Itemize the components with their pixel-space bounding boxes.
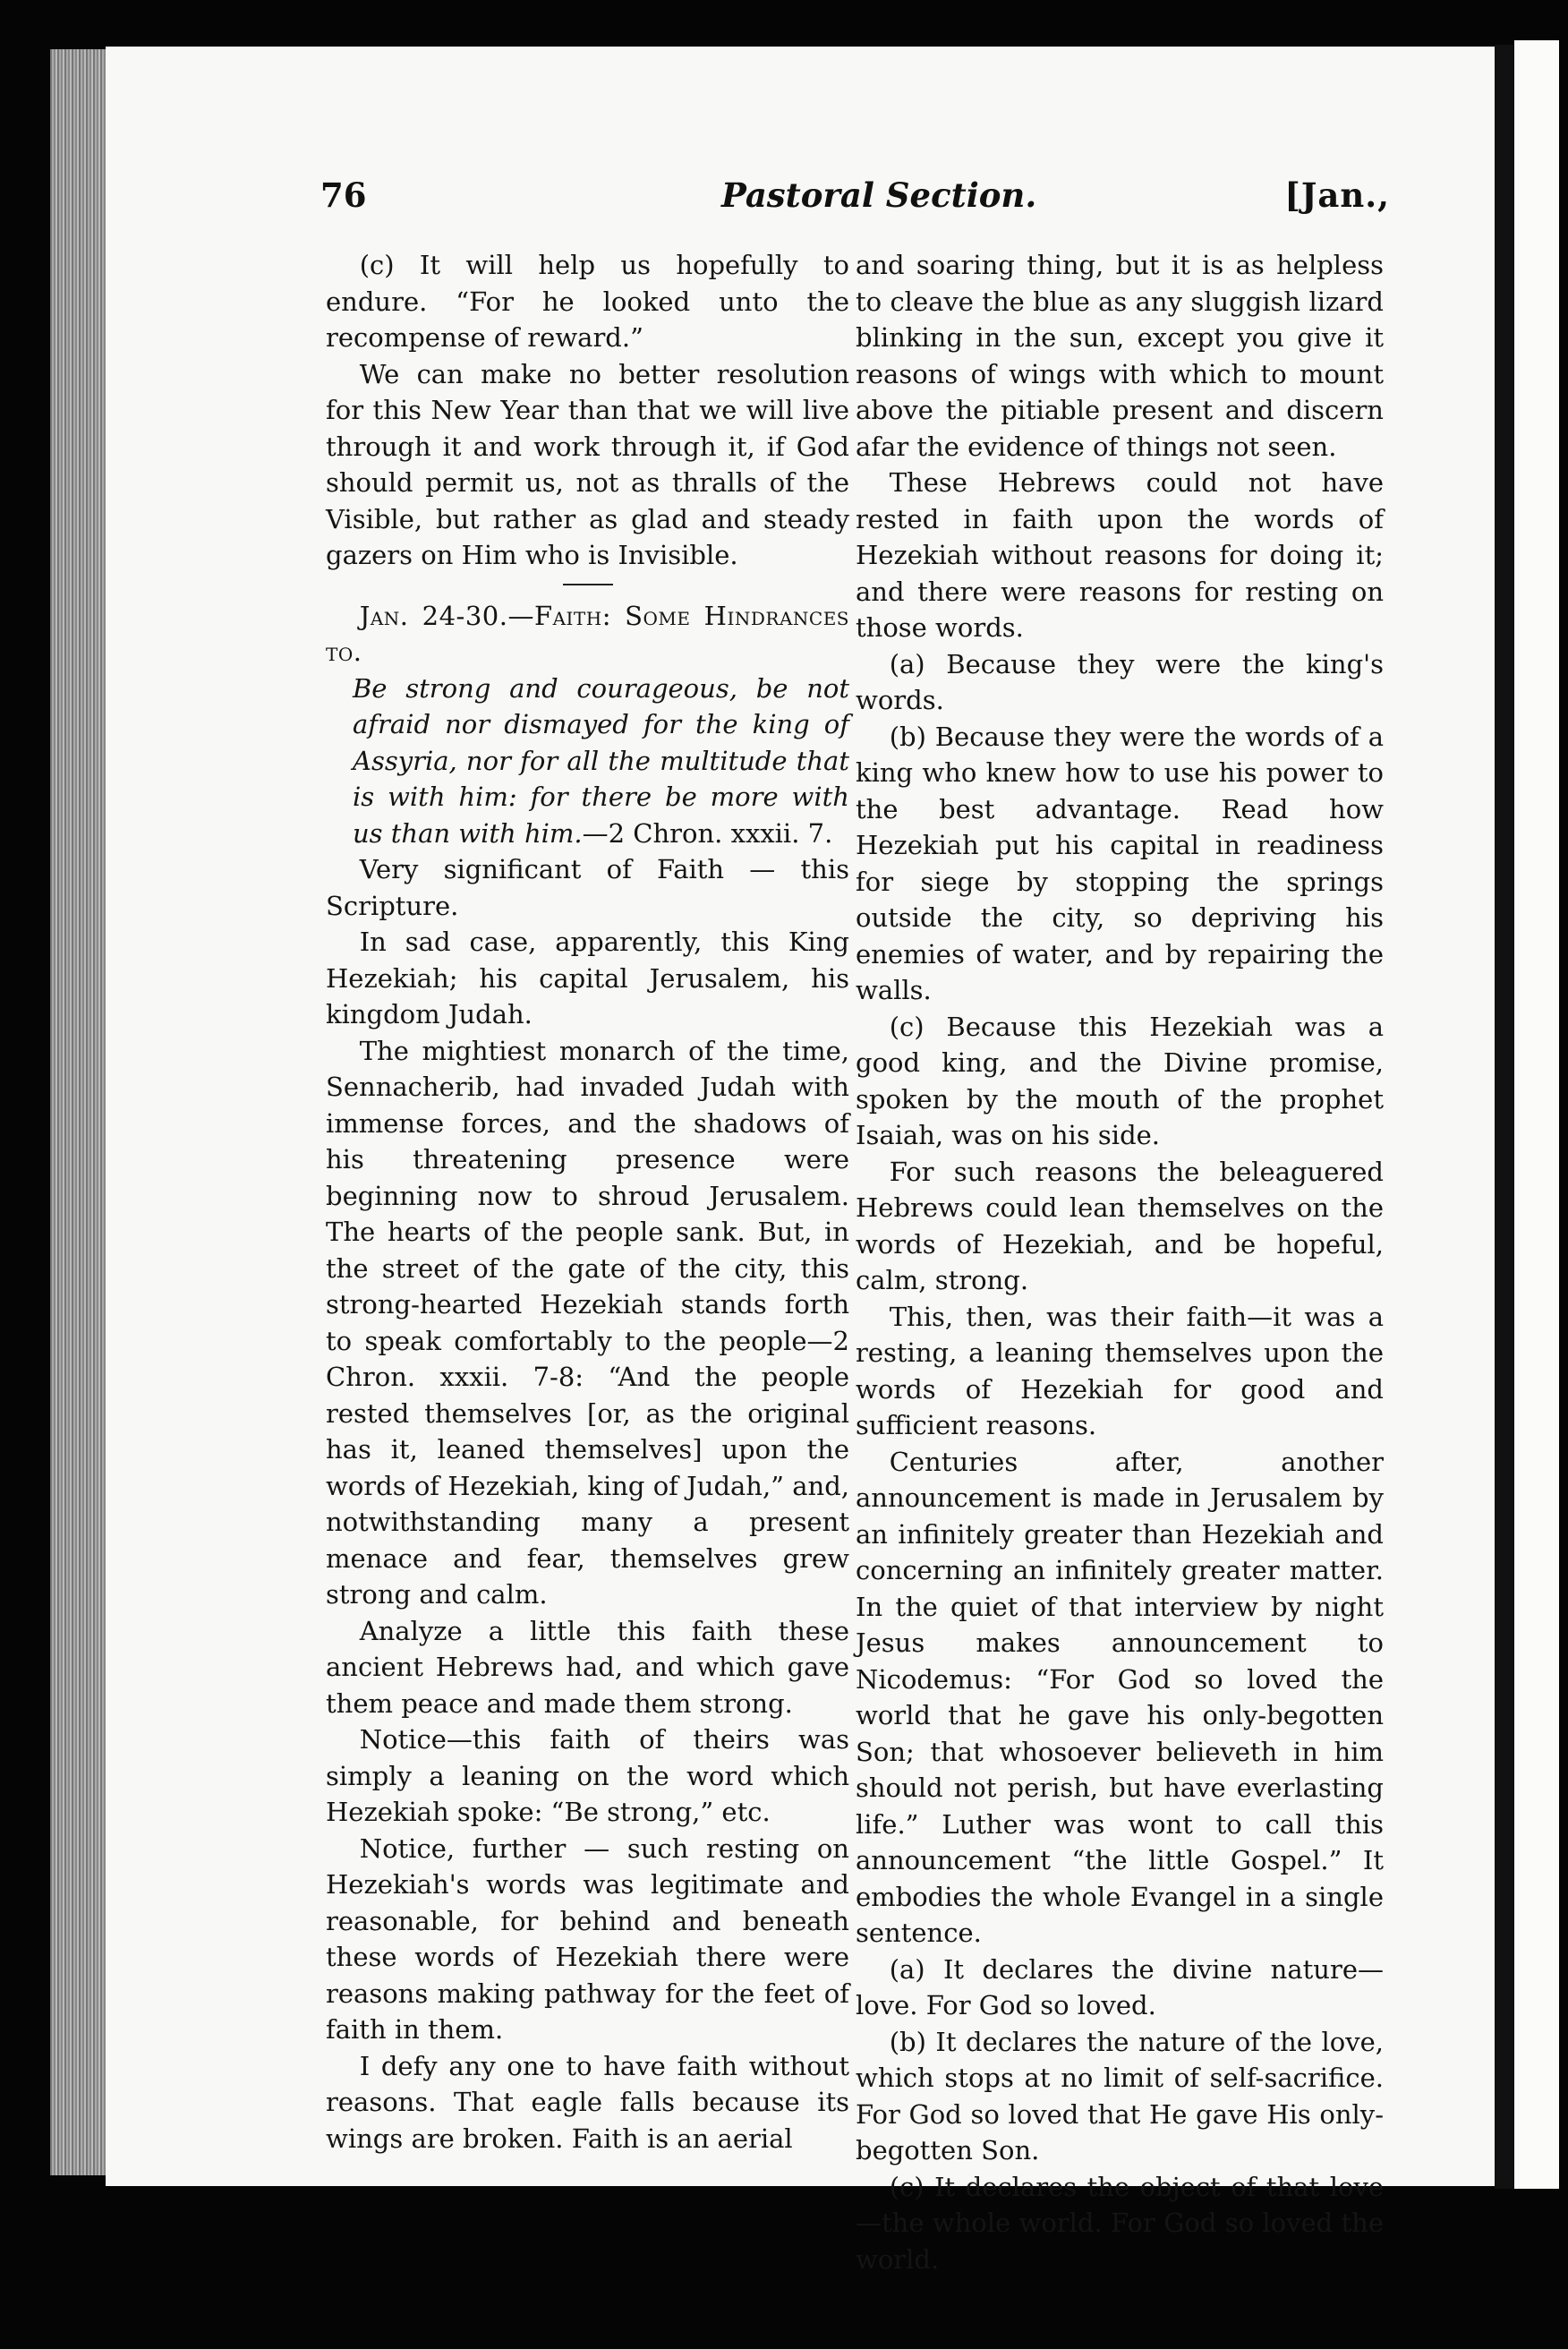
page-number: 76 bbox=[320, 175, 367, 215]
paragraph: (a) It declares the divine nature—love. For God so loved. bbox=[856, 1953, 1384, 2020]
paragraph: (b) Because they were the words of a king who knew how to use his power to the best advantage. Read how Hezekiah put his capital in readiness for siege by stopping the springs outside the city, so depriving his enemies of water, and by repairing the walls. bbox=[856, 721, 1384, 1005]
right-column bbox=[856, 247, 1384, 2277]
paragraph: Notice—this faith of theirs was simply a leaning on the word which Hezekiah spoke: “Be strong,” etc. bbox=[326, 1724, 849, 1827]
paragraph: Very significant of Faith — this Scripture. bbox=[326, 854, 849, 921]
running-month: [Jan., bbox=[1284, 175, 1390, 215]
running-header bbox=[320, 175, 1390, 220]
section-heading: Jan. 24-30.—Faith: Some Hindrances to. bbox=[326, 600, 849, 667]
paragraph: This, then, was their faith—it was a resting, a leaning themselves upon the words of Hezekiah for good and sufficient reasons. bbox=[856, 1301, 1384, 1440]
paragraph: and soaring thing, but it is as helpless to cleave the blue as any sluggish lizard blinking in the sun, except you give it reasons of wings with which to mount above the pitiable present and discern afar the evidence of things not seen. bbox=[856, 250, 1384, 462]
paragraph: These Hebrews could not have rested in faith upon the words of Hezekiah without reasons for doing it; and there were reasons for resting on those words. bbox=[856, 467, 1384, 643]
paragraph: (a) Because they were the king's words. bbox=[856, 648, 1384, 715]
facing-page-edge bbox=[1514, 40, 1559, 2189]
scripture-quote bbox=[326, 671, 849, 852]
paragraph: I defy any one to have faith without reasons. That eagle falls because its wings are broken. Faith is an aerial bbox=[326, 2050, 849, 2154]
section-divider bbox=[563, 584, 613, 585]
paragraph: Notice, further — such resting on Hezekiah's words was legitimate and reasonable, for behind and beneath these words of Hezekiah there were reasons making pathway for the feet of faith in them. bbox=[326, 1832, 849, 2045]
left-column bbox=[326, 247, 849, 2157]
page-edges bbox=[50, 49, 113, 2175]
running-title: Pastoral Section. bbox=[721, 175, 1037, 215]
scripture-citation: —2 Chron. xxxii. 7. bbox=[582, 817, 833, 849]
paragraph: In sad case, apparently, this King Hezekiah; his capital Jerusalem, his kingdom Judah. bbox=[326, 927, 849, 1029]
paragraph: Centuries after, another announcement is made in Jerusalem by an infinitely greater than Hezekiah and concerning an infinitely greater matter. In the quiet of that interview by night Jesus makes announcement to Nicodemus: “For God so loved the world that he gave his only-begotten Son; that whosoever believeth in him should not perish, but have everlasting life.” Luther was wont to call this announcement “the little Gospel.” It embodies the whole Evangel in a single sentence. bbox=[856, 1446, 1384, 1948]
paragraph: The mightiest monarch of the time, Sennacherib, had invaded Judah with immense forces, and the shadows of his threatening presence were beginning now to shroud Jerusalem. The hearts of the people sank. But, in the street of the gate of the city, this strong-hearted Hezekiah stands forth to speak comfortably to the people—2 Chron. xxxii. 7-8: “And the people rested themselves [or, as the original has it, leaned themselves] upon the words of Hezekiah, king of Judah,” and, notwithstanding many a present menace and fear, themselves grew strong and calm. bbox=[326, 1035, 849, 1610]
paragraph: Analyze a little this faith these ancient Hebrews had, and which gave them peace and made them strong. bbox=[326, 1615, 849, 1719]
paragraph: For such reasons the beleaguered Hebrews could lean themselves on the words of Hezekiah, and be hopeful, calm, strong. bbox=[856, 1156, 1384, 1295]
paragraph: (c) It declares the object of that love —the whole world. For God so loved the world. bbox=[856, 2171, 1384, 2275]
paragraph: We can make no better resolution for this New Year than that we will live through it and work through it, if God should permit us, not as thralls of the Visible, but rather as glad and steady gazers on Him who is Invisible. bbox=[326, 358, 849, 570]
scripture-text: Be strong and courageous, be not afraid nor dismayed for the king of Assyria, nor for all the multitude that is with him: for there be more with us than with him. bbox=[353, 672, 849, 849]
paragraph: (c) It will help us hopefully to endure. “For he looked unto the recompense of reward.” bbox=[326, 250, 849, 353]
paragraph: (b) It declares the nature of the love, which stops at no limit of self-sacrifice. For God so loved that He gave His only-begotten Son. bbox=[856, 2026, 1384, 2165]
book-gutter bbox=[1495, 45, 1514, 2189]
paragraph: (c) Because this Hezekiah was a good king, and the Divine promise, spoken by the mouth of the prophet Isaiah, was on his side. bbox=[856, 1011, 1384, 1150]
